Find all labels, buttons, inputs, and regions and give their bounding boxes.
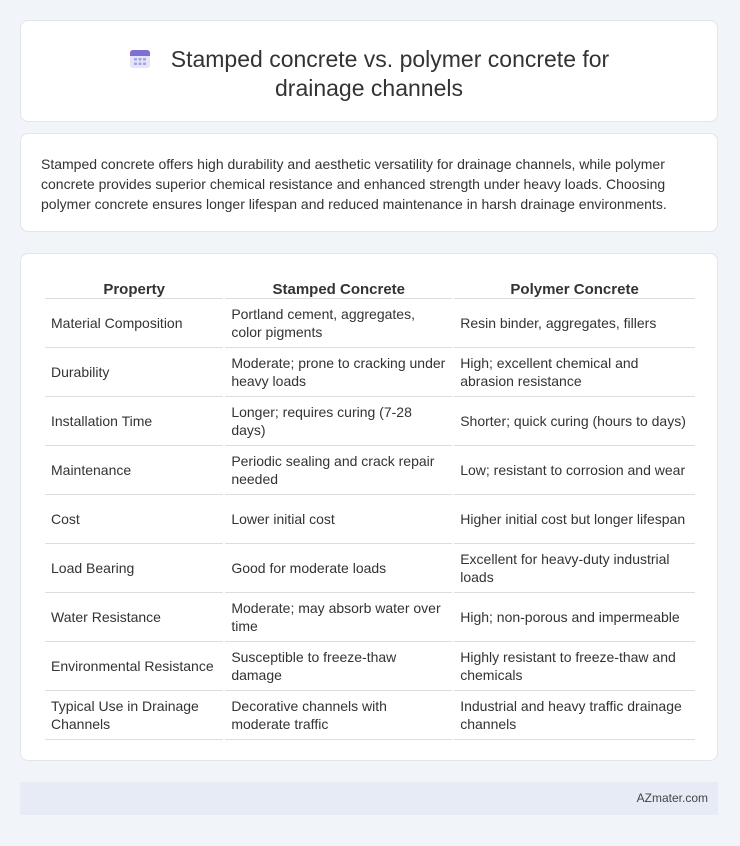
table-row bbox=[45, 593, 695, 642]
cell-property: Durability bbox=[45, 348, 223, 397]
table-row bbox=[45, 299, 695, 348]
table-header-row bbox=[45, 276, 695, 299]
cell-stamped: Moderate; may absorb water over time bbox=[225, 593, 452, 642]
cell-property: Maintenance bbox=[45, 446, 223, 495]
cell-property: Load Bearing bbox=[45, 544, 223, 593]
footer-bar bbox=[20, 782, 718, 815]
table-row bbox=[45, 495, 695, 544]
cell-property: Typical Use in Drainage Channels bbox=[45, 691, 223, 740]
cell-stamped: Lower initial cost bbox=[225, 495, 452, 544]
cell-polymer: Resin binder, aggregates, fillers bbox=[454, 299, 695, 348]
table-row bbox=[45, 691, 695, 740]
cell-polymer: Industrial and heavy traffic drainage channels bbox=[454, 691, 695, 740]
cell-stamped: Good for moderate loads bbox=[225, 544, 452, 593]
cell-property: Material Composition bbox=[45, 299, 223, 348]
cell-stamped: Moderate; prone to cracking under heavy loads bbox=[225, 348, 452, 397]
page-title-wrap bbox=[21, 45, 717, 103]
cell-polymer: Higher initial cost but longer lifespan bbox=[454, 495, 695, 544]
cell-stamped: Decorative channels with moderate traffic bbox=[225, 691, 452, 740]
intro-card bbox=[20, 133, 718, 232]
cell-polymer: Highly resistant to freeze-thaw and chemicals bbox=[454, 642, 695, 691]
title-card bbox=[20, 20, 718, 122]
cell-property: Cost bbox=[45, 495, 223, 544]
table-row bbox=[45, 544, 695, 593]
header-polymer: Polymer Concrete bbox=[454, 276, 695, 299]
cell-polymer: High; excellent chemical and abrasion resistance bbox=[454, 348, 695, 397]
cell-stamped: Longer; requires curing (7-28 days) bbox=[225, 397, 452, 446]
cell-polymer: Low; resistant to corrosion and wear bbox=[454, 446, 695, 495]
cell-stamped: Portland cement, aggregates, color pigments bbox=[225, 299, 452, 348]
table-card bbox=[20, 253, 718, 761]
header-property: Property bbox=[45, 276, 223, 299]
table-row bbox=[45, 642, 695, 691]
table-row bbox=[45, 397, 695, 446]
cell-polymer: Shorter; quick curing (hours to days) bbox=[454, 397, 695, 446]
cell-polymer: High; non-porous and impermeable bbox=[454, 593, 695, 642]
calendar-icon bbox=[129, 47, 151, 69]
cell-property: Environmental Resistance bbox=[45, 642, 223, 691]
cell-stamped: Susceptible to freeze-thaw damage bbox=[225, 642, 452, 691]
cell-stamped: Periodic sealing and crack repair needed bbox=[225, 446, 452, 495]
header-stamped: Stamped Concrete bbox=[225, 276, 452, 299]
cell-property: Installation Time bbox=[45, 397, 223, 446]
footer-brand-link[interactable]: AZmater.com bbox=[636, 791, 708, 805]
page-title: Stamped concrete vs. polymer concrete for drainage channels bbox=[170, 46, 610, 101]
comparison-table bbox=[43, 276, 697, 740]
intro-text: Stamped concrete offers high durability and aesthetic versatility for drainage channels, while polymer concrete provides superior chemical resistance and enhanced strength under heavy loads. Choosing polymer concrete ensures longer lifespan and reduced maintenance in harsh drainage environments. bbox=[41, 156, 667, 212]
table-row bbox=[45, 348, 695, 397]
table-row bbox=[45, 446, 695, 495]
cell-property: Water Resistance bbox=[45, 593, 223, 642]
cell-polymer: Excellent for heavy-duty industrial loads bbox=[454, 544, 695, 593]
